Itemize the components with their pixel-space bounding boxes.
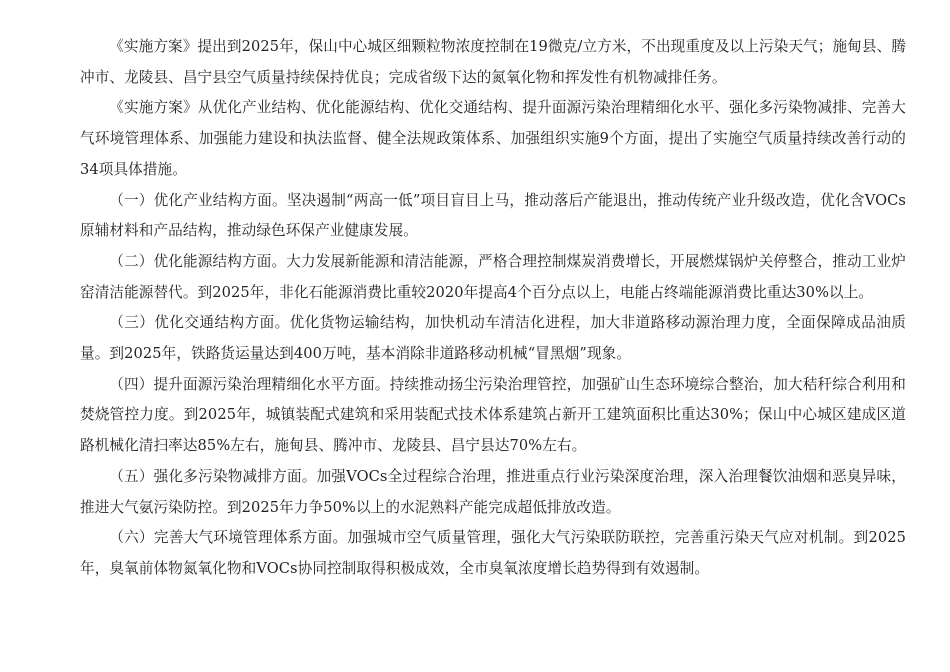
paragraph-transport-structure: （三）优化交通结构方面。优化货物运输结构，加快机动车清洁化进程，加大非道路移动源治理力度，全面保障成品油质量。到2025年，铁路货运量达到400万吨，基本消除非道路移动机械“冒黑烟”现象。 bbox=[80, 314, 906, 363]
paragraph-overview: 《实施方案》从优化产业结构、优化能源结构、优化交通结构、提升面源污染治理精细化水平、强化多污染物减排、完善大气环境管理体系、加强能力建设和执法监督、健全法规政策体系、加强组织实施9个方面，提出了实施空气质量持续改善行动的34项具体措施。 bbox=[80, 99, 906, 178]
paragraph-targets: 《实施方案》提出到2025年，保山中心城区细颗粒物浓度控制在19微克/立方米，不出现重度及以上污染天气；施甸县、腾冲市、龙陵县、昌宁县空气质量持续保持优良；完成省级下达的氮氧化物和挥发性有机物减排任务。 bbox=[80, 38, 906, 86]
paragraph-area-source-governance: （四）提升面源污染治理精细化水平方面。持续推动扬尘污染治理管控，加强矿山生态环境综合整治，加大秸秆综合利用和焚烧管控力度。到2025年，城镇装配式建筑和采用装配式技术体系建筑占新开工建筑面积比重达30%；保山中心城区建成区道路机械化清扫率达85%左右，施甸县、腾冲市、龙陵县、昌宁县达70%左右。 bbox=[80, 375, 906, 455]
paragraph-energy-structure: （二）优化能源结构方面。大力发展新能源和清洁能源，严格合理控制煤炭消费增长，开展燃煤锅炉关停整合，推动工业炉窑清洁能源替代。到2025年，非化石能源消费比重较2020年提高4个百分点以上，电能占终端能源消费比重达30%以上。 bbox=[80, 252, 906, 301]
paragraph-environmental-management: （六）完善大气环境管理体系方面。加强城市空气质量管理，强化大气污染联防联控，完善重污染天气应对机制。到2025年，臭氧前体物氮氧化物和VOCs协同控制取得积极成效，全市臭氧浓度增长趋势得到有效遏制。 bbox=[80, 529, 906, 577]
paragraph-industry-structure: （一）优化产业结构方面。坚决遏制“两高一低”项目盲目上马，推动落后产能退出，推动传统产业升级改造，优化含VOCs原辅材料和产品结构，推动绿色环保产业健康发展。 bbox=[80, 191, 906, 240]
paragraph-multi-pollutant-reduction: （五）强化多污染物减排方面。加强VOCs全过程综合治理，推进重点行业污染深度治理，深入治理餐饮油烟和恶臭异味，推进大气氨污染防控。到2025年力争50%以上的水泥熟料产能完成超低排放改造。 bbox=[80, 467, 906, 516]
